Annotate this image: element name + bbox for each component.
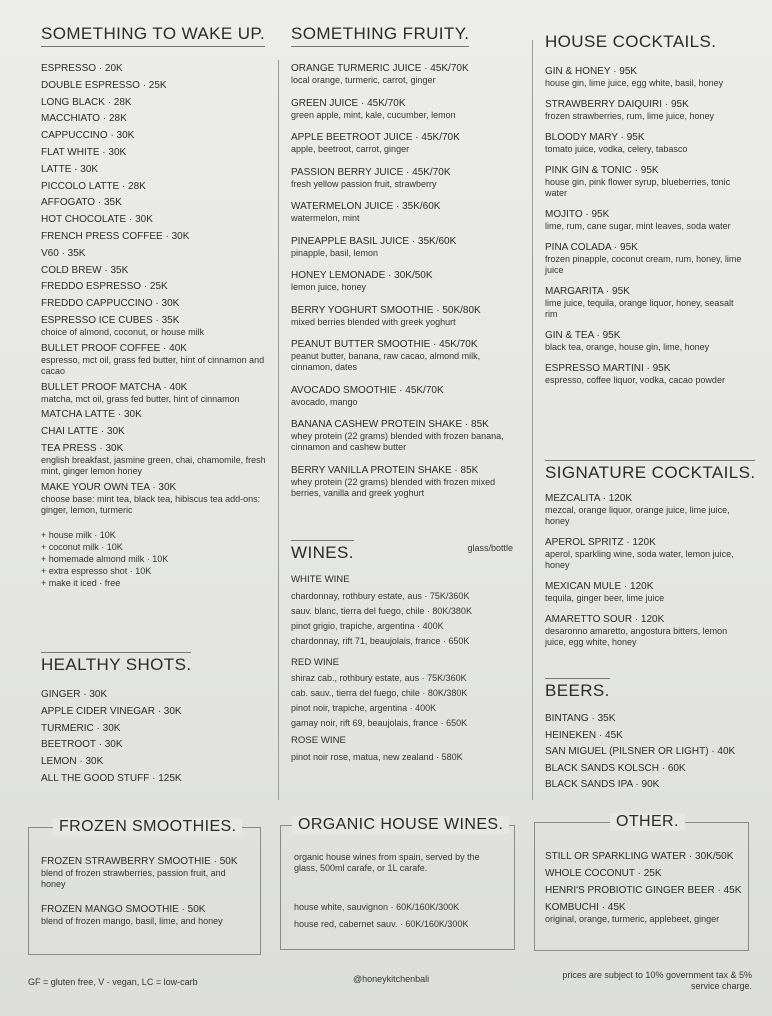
wines-section bbox=[291, 540, 513, 767]
cocktail-item-desc: espresso, coffee liquor, vodka, cacao powder bbox=[545, 375, 725, 385]
wine-item: pinot grigio, trapiche, argentina · 400K bbox=[291, 620, 444, 631]
wine-item: shiraz cab., rothbury estate, aus · 75K/360K bbox=[291, 673, 467, 683]
wine-item: gamay noir, rift 69, beaujolais, france · 650K bbox=[291, 718, 468, 728]
cocktail-item bbox=[545, 165, 745, 199]
menu-item-name: LATTE · 30K bbox=[41, 163, 99, 175]
beers-list bbox=[545, 713, 745, 791]
cocktail-item bbox=[545, 330, 745, 353]
signature-item-desc: tequila, ginger beer, lime juice bbox=[545, 593, 665, 603]
juice-item-desc: mixed berries blended with greek yoghurt bbox=[291, 316, 456, 327]
wine-item: pinot noir rose, matua, new zealand · 580K bbox=[291, 751, 463, 762]
wines-title: WINES. bbox=[291, 540, 354, 563]
cocktail-item-name: MARGARITA · 95K bbox=[545, 286, 630, 297]
juice-item-desc: peanut butter, banana, raw cacao, almond milk, cinnamon, dates bbox=[291, 351, 481, 372]
menu-item bbox=[41, 130, 266, 142]
shot-item: BEETROOT · 30K bbox=[41, 739, 123, 751]
smoothie-item bbox=[41, 856, 251, 890]
wine-item: cab. sauv., tierra del fuego, chile · 80K/380K bbox=[291, 688, 468, 698]
other-item-name: STILL OR SPARKLING WATER · 30K/50K bbox=[545, 851, 734, 862]
other-item bbox=[545, 902, 745, 925]
menu-item-name: BULLET PROOF MATCHA · 40K bbox=[41, 381, 188, 393]
menu-item-name: COLD BREW · 35K bbox=[41, 264, 129, 276]
cocktail-item-desc: black tea, orange, house gin, lime, honey bbox=[545, 342, 710, 352]
menu-item bbox=[41, 231, 266, 243]
wine-item: chardonnay, rift 71, beaujolais, france · 650K bbox=[291, 635, 470, 646]
menu-item-name: FLAT WHITE · 30K bbox=[41, 146, 127, 158]
healthy-shots-list bbox=[41, 689, 266, 785]
other-item bbox=[545, 868, 745, 880]
menu-item-desc: matcha, mct oil, grass fed butter, hint of cinnamon bbox=[41, 393, 240, 404]
other-item bbox=[545, 851, 745, 863]
extra-item: + house milk · 10K bbox=[41, 529, 116, 540]
cocktail-item bbox=[545, 242, 745, 276]
other-item bbox=[545, 885, 745, 897]
wines-note: glass/bottle bbox=[467, 543, 513, 553]
signature-item bbox=[545, 493, 745, 527]
menu-item bbox=[41, 482, 266, 516]
menu-item-desc: choice of almond, coconut, or house milk bbox=[41, 326, 205, 337]
other-item-name: HENRI'S PROBIOTIC GINGER BEER · 45K bbox=[545, 885, 742, 896]
menu-item bbox=[41, 281, 266, 293]
menu-item-name: PICCOLO LATTE · 28K bbox=[41, 180, 146, 192]
beer-item: BLACK SANDS KOLSCH · 60K bbox=[545, 762, 686, 774]
extras-list bbox=[41, 530, 266, 589]
organic-wine-item: house red, cabernet sauv. · 60K/160K/300K bbox=[294, 919, 469, 929]
extra-item: + coconut milk · 10K bbox=[41, 541, 123, 552]
cocktail-item bbox=[545, 363, 745, 386]
menu-item-name: TEA PRESS · 30K bbox=[41, 442, 124, 454]
menu-item bbox=[41, 443, 266, 477]
menu-item-name: CAPPUCCINO · 30K bbox=[41, 130, 135, 142]
signature-section bbox=[545, 460, 756, 658]
frozen-smoothies-title: FROZEN SMOOTHIES. bbox=[53, 818, 242, 836]
menu-item bbox=[41, 343, 266, 377]
signature-item bbox=[545, 614, 745, 648]
cocktail-item-name: ESPRESSO MARTINI · 95K bbox=[545, 363, 671, 374]
menu-item bbox=[41, 147, 266, 159]
smoothie-item-name: FROZEN MANGO SMOOTHIE · 50K bbox=[41, 904, 206, 915]
signature-title: SIGNATURE COCKTAILS. bbox=[545, 460, 755, 483]
cocktail-item bbox=[545, 99, 745, 122]
red-wine-label: RED WINE bbox=[291, 656, 339, 668]
juice-item-desc: whey protein (22 grams) blended with frozen banana, cinnamon and cashew butter bbox=[291, 431, 504, 452]
juice-item-name: BANANA CASHEW PROTEIN SHAKE · 85K bbox=[291, 419, 489, 430]
juice-item-name: GREEN JUICE · 45K/70K bbox=[291, 97, 406, 109]
menu-item bbox=[41, 298, 266, 310]
divider-left bbox=[278, 60, 279, 800]
smoothie-item bbox=[41, 904, 251, 927]
wine-item: pinot noir, trapiche, argentina · 400K bbox=[291, 703, 437, 713]
menu-item bbox=[41, 80, 266, 92]
cocktail-item-name: STRAWBERRY DAIQUIRI · 95K bbox=[545, 99, 689, 110]
other-list bbox=[545, 851, 745, 930]
juice-item-name: APPLE BEETROOT JUICE · 45K/70K bbox=[291, 132, 460, 143]
other-item-name: WHOLE COCONUT · 25K bbox=[545, 868, 662, 879]
juice-item-name: PASSION BERRY JUICE · 45K/70K bbox=[291, 166, 451, 178]
juice-item-name: WATERMELON JUICE · 35K/60K bbox=[291, 201, 441, 212]
juice-item-desc: apple, beetroot, carrot, ginger bbox=[291, 144, 410, 154]
healthy-shots-section bbox=[41, 652, 266, 790]
menu-item bbox=[41, 382, 266, 405]
smoothie-item-desc: blend of frozen strawberries, passion fruit, and honey bbox=[41, 868, 226, 889]
juice-item bbox=[291, 305, 521, 328]
shot-item: LEMON · 30K bbox=[41, 756, 104, 768]
menu-item-desc: espresso, mct oil, grass fed butter, hint of cinnamon and cacao bbox=[41, 354, 265, 376]
menu-item bbox=[41, 97, 266, 109]
other-title: OTHER. bbox=[610, 813, 685, 831]
menu-item-name: BULLET PROOF COFFEE · 40K bbox=[41, 342, 187, 354]
beer-item: BLACK SANDS IPA · 90K bbox=[545, 779, 660, 790]
extra-item: + homemade almond milk · 10K bbox=[41, 553, 169, 564]
cocktail-item-name: PINK GIN & TONIC · 95K bbox=[545, 165, 659, 176]
juice-item-desc: fresh yellow passion fruit, strawberry bbox=[291, 178, 437, 189]
beer-item: HEINEKEN · 45K bbox=[545, 729, 623, 741]
signature-item bbox=[545, 537, 745, 571]
juice-item-name: AVOCADO SMOOTHIE · 45K/70K bbox=[291, 384, 444, 396]
shot-item: ALL THE GOOD STUFF · 125K bbox=[41, 772, 182, 784]
juice-item-desc: pinapple, basil, lemon bbox=[291, 247, 379, 258]
menu-item-name: FREDDO CAPPUCCINO · 30K bbox=[41, 298, 180, 310]
juice-item bbox=[291, 63, 521, 86]
signature-item-name: APEROL SPRITZ · 120K bbox=[545, 537, 656, 548]
cocktail-item-desc: lime, rum, cane sugar, mint leaves, soda water bbox=[545, 221, 731, 231]
cocktail-item-name: GIN & HONEY · 95K bbox=[545, 66, 638, 77]
organic-wines-desc: organic house wines from spain, served by the glass, 500ml carafe, or 1L carafe. bbox=[294, 852, 480, 873]
juice-item-desc: local orange, turmeric, carrot, ginger bbox=[291, 75, 436, 85]
cocktail-item-desc: lime juice, tequila, orange liquor, honey, seasalt rim bbox=[545, 298, 734, 319]
menu-item bbox=[41, 113, 266, 125]
juice-item-desc: watermelon, mint bbox=[291, 213, 360, 223]
signature-item-name: AMARETTO SOUR · 120K bbox=[545, 614, 665, 625]
juice-item-desc: avocado, mango bbox=[291, 396, 358, 407]
menu-item-desc: english breakfast, jasmine green, chai, chamomile, fresh mint, ginger lemon honey bbox=[41, 454, 266, 476]
shot-item: APPLE CIDER VINEGAR · 30K bbox=[41, 705, 182, 717]
healthy-shots-title: HEALTHY SHOTS. bbox=[41, 652, 191, 675]
wake-up-list bbox=[41, 63, 266, 516]
beer-item: SAN MIGUEL (PILSNER OR LIGHT) · 40K bbox=[545, 746, 736, 757]
signature-item-desc: desaronno amaretto, angostura bitters, lemon juice, egg white, honey bbox=[545, 626, 728, 647]
other-item-name: KOMBUCHI · 45K bbox=[545, 902, 626, 913]
wine-item: sauv. blanc, tierra del fuego, chile · 80K/380K bbox=[291, 605, 472, 616]
menu-item-name: MACCHIATO · 28K bbox=[41, 113, 127, 125]
juice-item bbox=[291, 236, 521, 259]
rose-wine-label: ROSE WINE bbox=[291, 735, 346, 746]
house-cocktails-section bbox=[545, 32, 745, 396]
juice-item-name: ORANGE TURMERIC JUICE · 45K/70K bbox=[291, 63, 469, 74]
smoothie-item-desc: blend of frozen mango, basil, lime, and honey bbox=[41, 916, 223, 926]
menu-item bbox=[41, 265, 266, 277]
menu-item-name: LONG BLACK · 28K bbox=[41, 96, 132, 108]
organic-wines-title: ORGANIC HOUSE WINES. bbox=[292, 816, 509, 834]
signature-item bbox=[545, 581, 745, 604]
menu-item-name: FRENCH PRESS COFFEE · 30K bbox=[41, 230, 190, 242]
signature-list bbox=[545, 493, 745, 648]
frozen-smoothies-box bbox=[28, 818, 261, 955]
juice-item-name: PEANUT BUTTER SMOOTHIE · 45K/70K bbox=[291, 339, 478, 350]
juice-item-desc: whey protein (22 grams) blended with frozen mixed berries, vanilla and greek yoghurt bbox=[291, 476, 496, 498]
signature-item-desc: aperol, sparkling wine, soda water, lemon juice, honey bbox=[545, 549, 734, 570]
cocktail-item-name: BLOODY MARY · 95K bbox=[545, 132, 645, 143]
menu-item bbox=[41, 315, 266, 338]
menu-item bbox=[41, 248, 266, 260]
juice-item-name: BERRY VANILLA PROTEIN SHAKE · 85K bbox=[291, 464, 479, 476]
juice-item bbox=[291, 465, 521, 499]
juice-item-name: HONEY LEMONADE · 30K/50K bbox=[291, 270, 433, 281]
menu-item-name: ESPRESSO ICE CUBES · 35K bbox=[41, 314, 180, 326]
signature-item-name: MEXICAN MULE · 120K bbox=[545, 581, 654, 592]
menu-item bbox=[41, 164, 266, 176]
shot-item: TURMERIC · 30K bbox=[41, 722, 121, 734]
cocktail-item-name: PINA COLADA · 95K bbox=[545, 242, 638, 253]
menu-item bbox=[41, 63, 266, 75]
organic-wines-box bbox=[280, 816, 515, 950]
menu-item-name: FREDDO ESPRESSO · 25K bbox=[41, 281, 168, 293]
juice-item bbox=[291, 385, 521, 408]
cocktail-item-desc: house gin, pink flower syrup, blueberries, tonic water bbox=[545, 177, 731, 198]
beer-item: BINTANG · 35K bbox=[545, 713, 616, 724]
juice-item-desc: lemon juice, honey bbox=[291, 282, 367, 292]
menu-item-name: HOT CHOCOLATE · 30K bbox=[41, 214, 153, 226]
menu-item bbox=[41, 409, 266, 421]
cocktail-item-desc: house gin, lime juice, egg white, basil, honey bbox=[545, 78, 724, 88]
cocktail-item-desc: frozen pinapple, coconut cream, rum, honey, lime juice bbox=[545, 254, 742, 275]
cocktail-item bbox=[545, 209, 745, 232]
fruity-title: SOMETHING FRUITY. bbox=[291, 24, 469, 47]
organic-wines-list bbox=[294, 902, 504, 936]
menu-item-desc: choose base: mint tea, black tea, hibiscus tea add-ons: ginger, lemon, turmeric bbox=[41, 493, 261, 515]
menu-item-name: V60 · 35K bbox=[41, 247, 86, 259]
menu-item bbox=[41, 214, 266, 226]
other-box bbox=[534, 813, 749, 951]
juice-item bbox=[291, 98, 521, 121]
white-wine-list bbox=[291, 591, 513, 647]
cocktail-item-name: MOJITO · 95K bbox=[545, 209, 610, 220]
wake-up-title: SOMETHING TO WAKE UP. bbox=[41, 24, 265, 47]
beers-title: BEERS. bbox=[545, 678, 610, 701]
menu-item-name: MATCHA LATTE · 30K bbox=[41, 409, 142, 421]
menu-item-name: DOUBLE ESPRESSO · 25K bbox=[41, 79, 167, 91]
juice-item-name: PINEAPPLE BASIL JUICE · 35K/60K bbox=[291, 235, 457, 247]
juice-item bbox=[291, 339, 521, 373]
frozen-smoothies-list bbox=[41, 856, 251, 941]
footer-tax: prices are subject to 10% government tax & 5% service charge. bbox=[562, 970, 752, 991]
menu-item-name: ESPRESSO · 20K bbox=[41, 63, 123, 74]
divider-right bbox=[532, 40, 533, 800]
other-item-desc: original, orange, turmeric, applebeet, ginger bbox=[545, 914, 720, 924]
fruity-section bbox=[291, 24, 521, 510]
juice-item bbox=[291, 270, 521, 293]
cocktail-item-name: GIN & TEA · 95K bbox=[545, 330, 621, 341]
smoothie-item-name: FROZEN STRAWBERRY SMOOTHIE · 50K bbox=[41, 856, 238, 867]
cocktail-item bbox=[545, 286, 745, 320]
juice-item bbox=[291, 167, 521, 190]
beers-section bbox=[545, 678, 745, 796]
extra-item: + make it iced · free bbox=[41, 577, 121, 588]
white-wine-label: WHITE WINE bbox=[291, 574, 350, 585]
cocktail-item bbox=[545, 132, 745, 155]
wake-up-section bbox=[41, 24, 266, 590]
menu-item bbox=[41, 197, 266, 209]
footer-handle: @honeykitchenbali bbox=[353, 974, 430, 984]
juice-item bbox=[291, 419, 521, 453]
juice-item bbox=[291, 132, 521, 155]
red-wine-list bbox=[291, 673, 513, 729]
rose-wine-list bbox=[291, 752, 513, 763]
fruity-list bbox=[291, 63, 521, 499]
footer-legend: GF = gluten free, V - vegan, LC = low-carb bbox=[28, 977, 198, 987]
juice-item bbox=[291, 201, 521, 224]
extra-item: + extra espresso shot · 10K bbox=[41, 565, 152, 576]
signature-item-name: MEZCALITA · 120K bbox=[545, 493, 633, 504]
menu-item-name: MAKE YOUR OWN TEA · 30K bbox=[41, 481, 177, 493]
juice-item-desc: green apple, mint, kale, cucumber, lemon bbox=[291, 109, 456, 120]
cocktail-item-desc: frozen strawberries, rum, lime juice, honey bbox=[545, 111, 715, 121]
organic-wine-item: house white, sauvignon · 60K/160K/300K bbox=[294, 902, 460, 912]
shot-item: GINGER · 30K bbox=[41, 689, 108, 700]
house-cocktails-title: HOUSE COCKTAILS. bbox=[545, 32, 717, 51]
signature-item-desc: mezcal, orange liquor, orange juice, lime juice, honey bbox=[545, 505, 730, 526]
juice-item-name: BERRY YOGHURT SMOOTHIE · 50K/80K bbox=[291, 304, 481, 316]
menu-item bbox=[41, 181, 266, 193]
cocktail-item-desc: tomato juice, vodka, celery, tabasco bbox=[545, 144, 688, 154]
wine-item: chardonnay, rothbury estate, aus · 75K/360K bbox=[291, 590, 470, 601]
house-cocktails-list bbox=[545, 66, 745, 386]
menu-item-name: AFFOGATO · 35K bbox=[41, 197, 122, 209]
menu-item-name: CHAI LATTE · 30K bbox=[41, 426, 125, 438]
cocktail-item bbox=[545, 66, 745, 89]
menu-item bbox=[41, 426, 266, 438]
